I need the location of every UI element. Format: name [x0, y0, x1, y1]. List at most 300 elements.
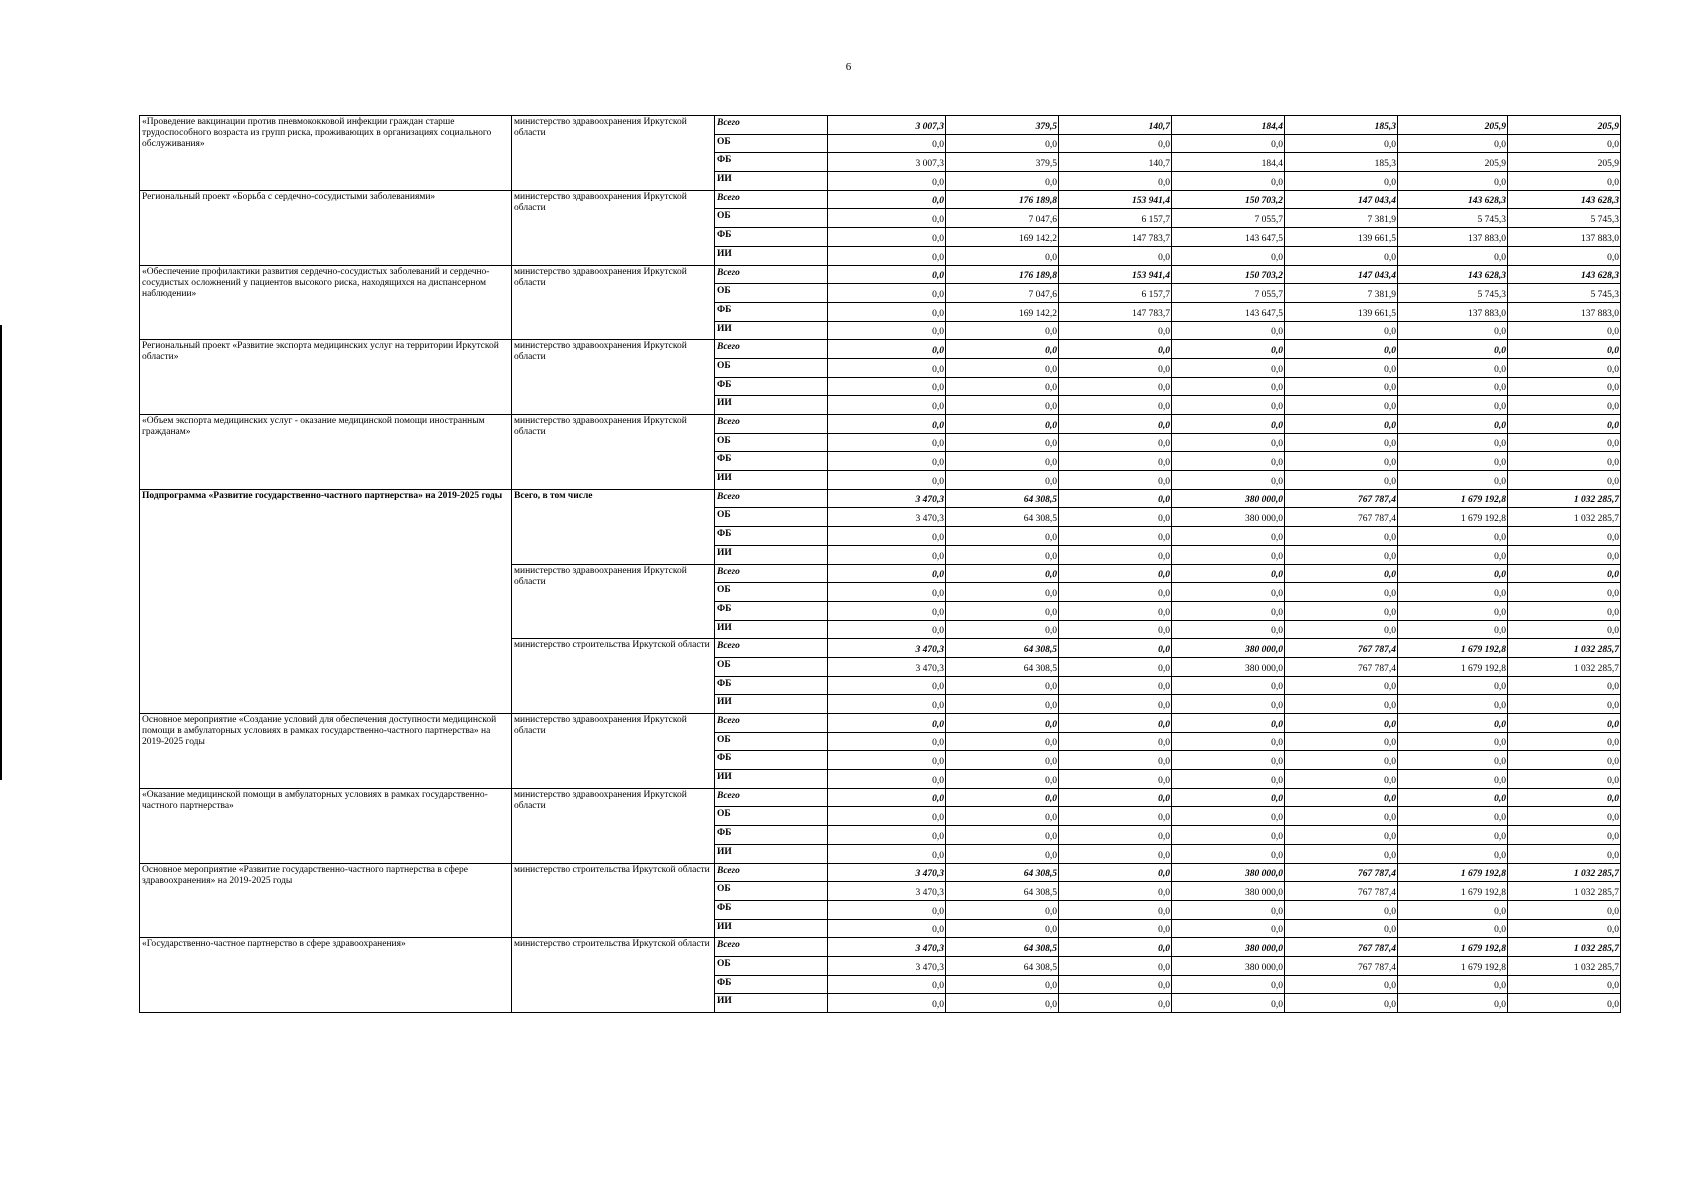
responsible-executor-cell: министерство здравоохранения Иркутской области	[512, 190, 715, 265]
amount-cell: 0,0	[1508, 695, 1621, 714]
amount-cell: 0,0	[828, 172, 946, 191]
activity-name-cell: «Проведение вакцинации против пневмококковой инфекции граждан старше трудоспособного возраста из групп риска, проживающих в организациях социального обслуживания»	[140, 116, 512, 191]
amount-cell: 0,0	[828, 788, 946, 807]
amount-cell: 0,0	[1285, 770, 1398, 789]
amount-cell: 0,0	[828, 975, 946, 994]
table-row	[140, 788, 1621, 807]
amount-cell: 3 470,3	[828, 863, 946, 882]
amount-cell: 0,0	[1398, 471, 1508, 490]
amount-cell: 64 308,5	[946, 956, 1059, 975]
amount-cell: 0,0	[1172, 732, 1285, 751]
amount-cell: 380 000,0	[1172, 657, 1285, 676]
amount-cell: 0,0	[946, 601, 1059, 620]
amount-cell: 0,0	[1508, 919, 1621, 938]
amount-cell: 0,0	[1285, 751, 1398, 770]
amount-cell: 0,0	[1059, 489, 1172, 508]
amount-cell: 140,7	[1059, 153, 1172, 172]
amount-cell: 0,0	[1285, 433, 1398, 452]
amount-cell: 1 679 192,8	[1398, 489, 1508, 508]
amount-cell: 0,0	[828, 714, 946, 733]
amount-cell: 64 308,5	[946, 508, 1059, 527]
amount-cell: 7 047,6	[946, 284, 1059, 303]
amount-cell: 6 157,7	[1059, 284, 1172, 303]
responsible-executor-cell: министерство строительства Иркутской области	[512, 863, 715, 938]
activity-name-cell: Основное мероприятие «Развитие государственно-частного партнерства в сфере здравоохранения» на 2019-2025 годы	[140, 863, 512, 938]
responsible-executor-cell: министерство здравоохранения Иркутской области	[512, 415, 715, 490]
amount-cell: 0,0	[1059, 676, 1172, 695]
amount-cell: 0,0	[1398, 433, 1508, 452]
amount-cell: 64 308,5	[946, 863, 1059, 882]
funding-source-cell: Всего	[715, 714, 828, 733]
amount-cell: 0,0	[1398, 676, 1508, 695]
amount-cell: 0,0	[946, 172, 1059, 191]
funding-source-cell: ИИ	[715, 172, 828, 191]
amount-cell: 0,0	[946, 527, 1059, 546]
amount-cell: 0,0	[1285, 246, 1398, 265]
table-row	[140, 116, 1621, 135]
amount-cell: 1 679 192,8	[1398, 657, 1508, 676]
amount-cell: 0,0	[1508, 340, 1621, 359]
amount-cell: 0,0	[1059, 657, 1172, 676]
amount-cell: 380 000,0	[1172, 863, 1285, 882]
scan-edge-mark	[0, 325, 2, 780]
amount-cell: 0,0	[946, 994, 1059, 1013]
amount-cell: 0,0	[828, 527, 946, 546]
amount-cell: 0,0	[828, 377, 946, 396]
amount-cell: 0,0	[1508, 620, 1621, 639]
amount-cell: 0,0	[1398, 751, 1508, 770]
amount-cell: 150 703,2	[1172, 190, 1285, 209]
amount-cell: 7 381,9	[1285, 209, 1398, 228]
amount-cell: 0,0	[828, 919, 946, 938]
amount-cell: 0,0	[1508, 601, 1621, 620]
funding-source-cell: ИИ	[715, 321, 828, 340]
amount-cell: 150 703,2	[1172, 265, 1285, 284]
funding-source-cell: ИИ	[715, 919, 828, 938]
amount-cell: 767 787,4	[1285, 956, 1398, 975]
amount-cell: 0,0	[1059, 321, 1172, 340]
amount-cell: 0,0	[1285, 826, 1398, 845]
funding-source-cell: ОБ	[715, 807, 828, 826]
table-row	[140, 415, 1621, 434]
activity-name-cell: Основное мероприятие «Создание условий для обеспечения доступности медицинской помощи в амбулаторных условиях в рамках государственно-частного партнерства» на 2019-2025 годы	[140, 714, 512, 789]
amount-cell: 0,0	[1398, 340, 1508, 359]
amount-cell: 0,0	[1285, 340, 1398, 359]
amount-cell: 380 000,0	[1172, 938, 1285, 957]
amount-cell: 1 679 192,8	[1398, 863, 1508, 882]
table-row	[140, 863, 1621, 882]
amount-cell: 0,0	[1398, 377, 1508, 396]
amount-cell: 205,9	[1398, 116, 1508, 135]
amount-cell: 5 745,3	[1398, 209, 1508, 228]
amount-cell: 3 470,3	[828, 639, 946, 658]
amount-cell: 0,0	[1059, 601, 1172, 620]
funding-source-cell: ФБ	[715, 452, 828, 471]
amount-cell: 137 883,0	[1508, 228, 1621, 247]
amount-cell: 143 628,3	[1398, 265, 1508, 284]
amount-cell: 0,0	[1059, 863, 1172, 882]
amount-cell: 0,0	[1285, 732, 1398, 751]
amount-cell: 0,0	[1059, 732, 1172, 751]
amount-cell: 0,0	[1508, 994, 1621, 1013]
amount-cell: 0,0	[946, 415, 1059, 434]
funding-source-cell: Всего	[715, 265, 828, 284]
amount-cell: 5 745,3	[1398, 284, 1508, 303]
amount-cell: 0,0	[1059, 975, 1172, 994]
amount-cell: 0,0	[1285, 844, 1398, 863]
amount-cell: 0,0	[1508, 751, 1621, 770]
amount-cell: 380 000,0	[1172, 639, 1285, 658]
amount-cell: 3 470,3	[828, 956, 946, 975]
funding-source-cell: ФБ	[715, 377, 828, 396]
funding-table	[139, 115, 1621, 1013]
amount-cell: 0,0	[1285, 620, 1398, 639]
amount-cell: 0,0	[1285, 321, 1398, 340]
amount-cell: 0,0	[1172, 358, 1285, 377]
amount-cell: 5 745,3	[1508, 284, 1621, 303]
amount-cell: 0,0	[1172, 807, 1285, 826]
amount-cell: 1 679 192,8	[1398, 508, 1508, 527]
amount-cell: 0,0	[1508, 396, 1621, 415]
amount-cell: 0,0	[1059, 415, 1172, 434]
amount-cell: 0,0	[828, 321, 946, 340]
amount-cell: 185,3	[1285, 153, 1398, 172]
amount-cell: 0,0	[946, 676, 1059, 695]
amount-cell: 0,0	[828, 807, 946, 826]
amount-cell: 0,0	[828, 583, 946, 602]
funding-source-cell: ФБ	[715, 826, 828, 845]
amount-cell: 1 032 285,7	[1508, 657, 1621, 676]
funding-source-cell: ИИ	[715, 994, 828, 1013]
amount-cell: 184,4	[1172, 116, 1285, 135]
amount-cell: 184,4	[1172, 153, 1285, 172]
activity-name-cell: «Обеспечение профилактики развития сердечно-сосудистых заболеваний и сердечно-сосудистых осложнений у пациентов высокого риска, находящихся на диспансерном наблюдении»	[140, 265, 512, 340]
amount-cell: 3 470,3	[828, 938, 946, 957]
amount-cell: 0,0	[1059, 882, 1172, 901]
amount-cell: 143 647,5	[1172, 302, 1285, 321]
amount-cell: 0,0	[946, 358, 1059, 377]
activity-name-cell: «Объем экспорта медицинских услуг - оказание медицинской помощи иностранным гражданам»	[140, 415, 512, 490]
amount-cell: 147 783,7	[1059, 228, 1172, 247]
amount-cell: 0,0	[1172, 601, 1285, 620]
amount-cell: 0,0	[1398, 826, 1508, 845]
amount-cell: 153 941,4	[1059, 190, 1172, 209]
amount-cell: 143 628,3	[1508, 265, 1621, 284]
funding-source-cell: ОБ	[715, 284, 828, 303]
amount-cell: 0,0	[1172, 975, 1285, 994]
amount-cell: 0,0	[1172, 714, 1285, 733]
amount-cell: 0,0	[1508, 377, 1621, 396]
amount-cell: 7 055,7	[1172, 209, 1285, 228]
amount-cell: 379,5	[946, 116, 1059, 135]
amount-cell: 147 783,7	[1059, 302, 1172, 321]
amount-cell: 380 000,0	[1172, 489, 1285, 508]
amount-cell: 0,0	[1059, 807, 1172, 826]
amount-cell: 64 308,5	[946, 938, 1059, 957]
funding-source-cell: ФБ	[715, 975, 828, 994]
amount-cell: 0,0	[1285, 545, 1398, 564]
amount-cell: 185,3	[1285, 116, 1398, 135]
funding-source-cell: ИИ	[715, 695, 828, 714]
amount-cell: 0,0	[1508, 770, 1621, 789]
amount-cell: 0,0	[1285, 788, 1398, 807]
table-row	[140, 714, 1621, 733]
amount-cell: 0,0	[1398, 134, 1508, 153]
amount-cell: 0,0	[946, 377, 1059, 396]
amount-cell: 0,0	[1508, 844, 1621, 863]
amount-cell: 0,0	[946, 452, 1059, 471]
funding-source-cell: ОБ	[715, 583, 828, 602]
amount-cell: 0,0	[1508, 527, 1621, 546]
amount-cell: 0,0	[1059, 695, 1172, 714]
amount-cell: 380 000,0	[1172, 882, 1285, 901]
amount-cell: 1 679 192,8	[1398, 882, 1508, 901]
amount-cell: 0,0	[1508, 826, 1621, 845]
table-row	[140, 265, 1621, 284]
amount-cell: 147 043,4	[1285, 265, 1398, 284]
amount-cell: 0,0	[828, 695, 946, 714]
amount-cell: 0,0	[1059, 564, 1172, 583]
amount-cell: 0,0	[1059, 433, 1172, 452]
amount-cell: 0,0	[1285, 695, 1398, 714]
amount-cell: 1 679 192,8	[1398, 956, 1508, 975]
funding-source-cell: ИИ	[715, 770, 828, 789]
amount-cell: 0,0	[1285, 471, 1398, 490]
amount-cell: 1 032 285,7	[1508, 639, 1621, 658]
amount-cell: 0,0	[1172, 564, 1285, 583]
amount-cell: 0,0	[1059, 751, 1172, 770]
funding-source-cell: ФБ	[715, 302, 828, 321]
amount-cell: 0,0	[828, 844, 946, 863]
amount-cell: 0,0	[946, 975, 1059, 994]
amount-cell: 0,0	[1059, 358, 1172, 377]
amount-cell: 143 628,3	[1398, 190, 1508, 209]
funding-source-cell: ОБ	[715, 134, 828, 153]
amount-cell: 0,0	[946, 900, 1059, 919]
amount-cell: 0,0	[1059, 508, 1172, 527]
amount-cell: 0,0	[1285, 994, 1398, 1013]
amount-cell: 0,0	[828, 994, 946, 1013]
amount-cell: 0,0	[1059, 994, 1172, 1013]
amount-cell: 0,0	[946, 751, 1059, 770]
funding-source-cell: ИИ	[715, 844, 828, 863]
amount-cell: 7 047,6	[946, 209, 1059, 228]
amount-cell: 0,0	[946, 620, 1059, 639]
amount-cell: 380 000,0	[1172, 508, 1285, 527]
amount-cell: 3 470,3	[828, 489, 946, 508]
amount-cell: 64 308,5	[946, 489, 1059, 508]
amount-cell: 0,0	[828, 396, 946, 415]
amount-cell: 0,0	[946, 321, 1059, 340]
amount-cell: 767 787,4	[1285, 863, 1398, 882]
amount-cell: 0,0	[1059, 938, 1172, 957]
amount-cell: 0,0	[946, 714, 1059, 733]
amount-cell: 1 032 285,7	[1508, 938, 1621, 957]
amount-cell: 0,0	[1172, 321, 1285, 340]
amount-cell: 0,0	[946, 788, 1059, 807]
amount-cell: 0,0	[1285, 900, 1398, 919]
amount-cell: 0,0	[1285, 919, 1398, 938]
amount-cell: 0,0	[828, 340, 946, 359]
amount-cell: 0,0	[1398, 601, 1508, 620]
amount-cell: 0,0	[1285, 601, 1398, 620]
amount-cell: 3 470,3	[828, 508, 946, 527]
amount-cell: 139 661,5	[1285, 302, 1398, 321]
amount-cell: 0,0	[1285, 583, 1398, 602]
amount-cell: 3 007,3	[828, 116, 946, 135]
amount-cell: 0,0	[1172, 583, 1285, 602]
amount-cell: 0,0	[1285, 714, 1398, 733]
funding-source-cell: ОБ	[715, 358, 828, 377]
amount-cell: 0,0	[1285, 452, 1398, 471]
funding-source-cell: Всего	[715, 863, 828, 882]
amount-cell: 176 189,8	[946, 265, 1059, 284]
funding-source-cell: Всего	[715, 340, 828, 359]
activity-name-cell: Региональный проект «Борьба с сердечно-сосудистыми заболеваниями»	[140, 190, 512, 265]
activity-name-cell: «Оказание медицинской помощи в амбулаторных условиях в рамках государственно-частного партнерства»	[140, 788, 512, 863]
amount-cell: 0,0	[1285, 377, 1398, 396]
amount-cell: 0,0	[828, 601, 946, 620]
funding-source-cell: ФБ	[715, 900, 828, 919]
amount-cell: 0,0	[1398, 358, 1508, 377]
amount-cell: 0,0	[1172, 246, 1285, 265]
amount-cell: 0,0	[1172, 695, 1285, 714]
amount-cell: 0,0	[828, 134, 946, 153]
amount-cell: 0,0	[1398, 919, 1508, 938]
amount-cell: 0,0	[1059, 919, 1172, 938]
amount-cell: 0,0	[1508, 134, 1621, 153]
amount-cell: 0,0	[828, 246, 946, 265]
amount-cell: 1 032 285,7	[1508, 956, 1621, 975]
funding-source-cell: ИИ	[715, 246, 828, 265]
page-number: 6	[845, 61, 852, 73]
responsible-executor-cell: министерство здравоохранения Иркутской области	[512, 265, 715, 340]
amount-cell: 0,0	[946, 695, 1059, 714]
amount-cell: 0,0	[1059, 583, 1172, 602]
amount-cell: 6 157,7	[1059, 209, 1172, 228]
amount-cell: 0,0	[828, 564, 946, 583]
amount-cell: 3 007,3	[828, 153, 946, 172]
amount-cell: 143 628,3	[1508, 190, 1621, 209]
activity-name-cell: Подпрограмма «Развитие государственно-частного партнерства» на 2019-2025 годы	[140, 489, 512, 713]
amount-cell: 767 787,4	[1285, 489, 1398, 508]
amount-cell: 767 787,4	[1285, 938, 1398, 957]
amount-cell: 0,0	[1059, 172, 1172, 191]
funding-source-cell: ОБ	[715, 433, 828, 452]
amount-cell: 205,9	[1508, 153, 1621, 172]
amount-cell: 0,0	[828, 415, 946, 434]
amount-cell: 0,0	[1398, 452, 1508, 471]
amount-cell: 169 142,2	[946, 302, 1059, 321]
amount-cell: 0,0	[1172, 788, 1285, 807]
amount-cell: 5 745,3	[1508, 209, 1621, 228]
amount-cell: 139 661,5	[1285, 228, 1398, 247]
amount-cell: 0,0	[1172, 415, 1285, 434]
amount-cell: 379,5	[946, 153, 1059, 172]
funding-source-cell: Всего	[715, 190, 828, 209]
amount-cell: 0,0	[1172, 172, 1285, 191]
funding-source-cell: ОБ	[715, 209, 828, 228]
amount-cell: 0,0	[1398, 994, 1508, 1013]
amount-cell: 0,0	[1285, 396, 1398, 415]
amount-cell: 0,0	[1398, 246, 1508, 265]
amount-cell: 0,0	[946, 396, 1059, 415]
amount-cell: 0,0	[946, 732, 1059, 751]
amount-cell: 0,0	[1059, 788, 1172, 807]
amount-cell: 0,0	[946, 134, 1059, 153]
amount-cell: 767 787,4	[1285, 657, 1398, 676]
amount-cell: 0,0	[1172, 433, 1285, 452]
amount-cell: 0,0	[828, 209, 946, 228]
amount-cell: 1 032 285,7	[1508, 882, 1621, 901]
responsible-executor-cell: министерство здравоохранения Иркутской области	[512, 340, 715, 415]
funding-source-cell: Всего	[715, 415, 828, 434]
amount-cell: 0,0	[1398, 172, 1508, 191]
amount-cell: 7 055,7	[1172, 284, 1285, 303]
amount-cell: 0,0	[1172, 919, 1285, 938]
amount-cell: 767 787,4	[1285, 508, 1398, 527]
funding-source-cell: ИИ	[715, 620, 828, 639]
amount-cell: 0,0	[1172, 396, 1285, 415]
amount-cell: 0,0	[1398, 714, 1508, 733]
funding-source-cell: ИИ	[715, 396, 828, 415]
amount-cell: 0,0	[828, 433, 946, 452]
amount-cell: 0,0	[828, 620, 946, 639]
funding-source-cell: ФБ	[715, 601, 828, 620]
amount-cell: 1 032 285,7	[1508, 863, 1621, 882]
amount-cell: 0,0	[1508, 975, 1621, 994]
amount-cell: 147 043,4	[1285, 190, 1398, 209]
amount-cell: 0,0	[828, 751, 946, 770]
funding-source-cell: Всего	[715, 116, 828, 135]
amount-cell: 0,0	[828, 545, 946, 564]
amount-cell: 0,0	[1172, 527, 1285, 546]
amount-cell: 0,0	[1398, 527, 1508, 546]
amount-cell: 3 470,3	[828, 882, 946, 901]
funding-source-cell: ФБ	[715, 527, 828, 546]
responsible-executor-cell: министерство здравоохранения Иркутской области	[512, 116, 715, 191]
funding-source-cell: ОБ	[715, 657, 828, 676]
amount-cell: 0,0	[1172, 471, 1285, 490]
amount-cell: 0,0	[828, 732, 946, 751]
amount-cell: 0,0	[1398, 770, 1508, 789]
funding-source-cell: ФБ	[715, 751, 828, 770]
amount-cell: 0,0	[1508, 545, 1621, 564]
amount-cell: 0,0	[1059, 620, 1172, 639]
amount-cell: 0,0	[828, 676, 946, 695]
amount-cell: 0,0	[1508, 714, 1621, 733]
amount-cell: 0,0	[946, 826, 1059, 845]
amount-cell: 0,0	[828, 265, 946, 284]
amount-cell: 0,0	[1398, 975, 1508, 994]
amount-cell: 0,0	[828, 284, 946, 303]
funding-source-cell: ОБ	[715, 732, 828, 751]
table-row	[140, 340, 1621, 359]
funding-source-cell: ИИ	[715, 471, 828, 490]
table-row	[140, 489, 1621, 508]
amount-cell: 0,0	[1172, 452, 1285, 471]
amount-cell: 0,0	[1508, 452, 1621, 471]
amount-cell: 140,7	[1059, 116, 1172, 135]
amount-cell: 0,0	[1172, 340, 1285, 359]
amount-cell: 153 941,4	[1059, 265, 1172, 284]
amount-cell: 0,0	[1508, 900, 1621, 919]
amount-cell: 0,0	[1508, 732, 1621, 751]
funding-source-cell: ОБ	[715, 882, 828, 901]
amount-cell: 0,0	[1172, 620, 1285, 639]
amount-cell: 0,0	[946, 564, 1059, 583]
amount-cell: 0,0	[1398, 695, 1508, 714]
